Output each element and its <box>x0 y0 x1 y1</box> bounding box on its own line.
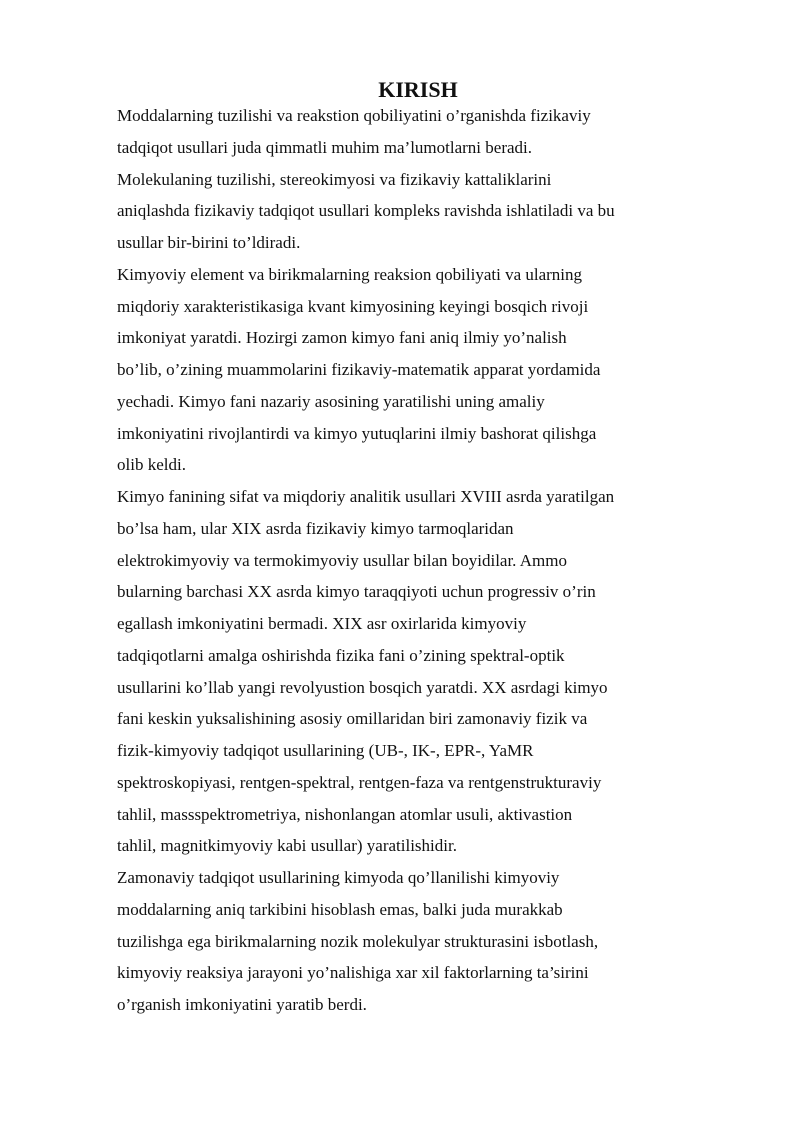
text-line: imkoniyatini rivojlantirdi va kimyo yutuqlarini ilmiy bashorat qilishga <box>117 423 597 443</box>
text-line: bularning barchasi XX asrda kimyo taraqqiyoti uchun progressiv o’rin <box>117 582 596 602</box>
page-title: KIRISH <box>378 77 458 102</box>
text-line: fizik-kimyoviy tadqiqot usullarining (UB-, IK-, EPR-, YaMR <box>117 741 534 760</box>
text-line: Moddalarning tuzilishi va reakstion qobiliyatini o’rganishda fizikaviy <box>117 106 591 125</box>
text-line: kimyoviy reaksiya jarayoni yo’nalishiga xar xil faktorlarning ta’sirini <box>117 963 589 983</box>
text-line: miqdoriy xarakteristikasiga kvant kimyosining keyingi bosqich rivoji <box>117 296 589 316</box>
text-line: tahlil, magnitkimyoviy kabi usullar) yaratilishidir. <box>117 836 457 856</box>
text-line: Molekulaning tuzilishi, stereokimyosi va fizikaviy kattaliklarini <box>117 169 552 189</box>
text-line: yechadi. Kimyo fani nazariy asosining yaratilishi uning amaliy <box>117 391 545 411</box>
text-line: usullar bir-birini to’ldiradi. <box>117 233 301 252</box>
text-line: egallash imkoniyatini bermadi. XIX asr oxirlarida kimyoviy <box>117 614 527 633</box>
text-line: bo’lsa ham, ular XIX asrda fizikaviy kimyo tarmoqlaridan <box>117 518 514 538</box>
body-text <box>117 100 697 1021</box>
text-line: Kimyoviy element va birikmalarning reaksion qobiliyati va ularning <box>117 264 583 284</box>
text-line: o’rganish imkoniyatini yaratib berdi. <box>117 995 367 1014</box>
text-line: bo’lib, o’zining muammolarini fizikaviy-matematik apparat yordamida <box>117 360 601 379</box>
text-line: aniqlashda fizikaviy tadqiqot usullari kompleks ravishda ishlatiladi va bu <box>117 201 615 221</box>
text-line: tahlil, massspektrometriya, nishonlangan atomlar usuli, aktivastion <box>117 804 573 824</box>
text-line: tadqiqotlarni amalga oshirishda fizika fani o’zining spektral-optik <box>117 645 565 665</box>
text-line: moddalarning aniq tarkibini hisoblash emas, balki juda murakkab <box>117 899 563 919</box>
text-line: imkoniyat yaratdi. Hozirgi zamon kimyo fani aniq ilmiy yo’nalish <box>117 328 567 348</box>
text-line: elektrokimyoviy va termokimyoviy usullar bilan boyidilar. Ammo <box>117 550 567 570</box>
text-line: olib keldi. <box>117 455 186 475</box>
text-line: tadqiqot usullari juda qimmatli muhim ma’lumotlarni beradi. <box>117 137 533 157</box>
text-line: spektroskopiyasi, rentgen-spektral, rentgen-faza va rentgenstrukturaviy <box>117 772 602 792</box>
text-line: fani keskin yuksalishining asosiy omillaridan biri zamonaviy fizik va <box>117 709 588 729</box>
text-line: usullarini ko’llab yangi revolyustion bosqich yaratdi. XX asrdagi kimyo <box>117 677 608 697</box>
text-line: Kimyo fanining sifat va miqdoriy analitik usullari XVIII asrda yaratilgan <box>117 487 615 506</box>
text-line: Zamonaviy tadqiqot usullarining kimyoda qo’llanilishi kimyoviy <box>117 868 560 887</box>
text-line: tuzilishga ega birikmalarning nozik molekulyar strukturasini isbotlash, <box>117 931 599 951</box>
